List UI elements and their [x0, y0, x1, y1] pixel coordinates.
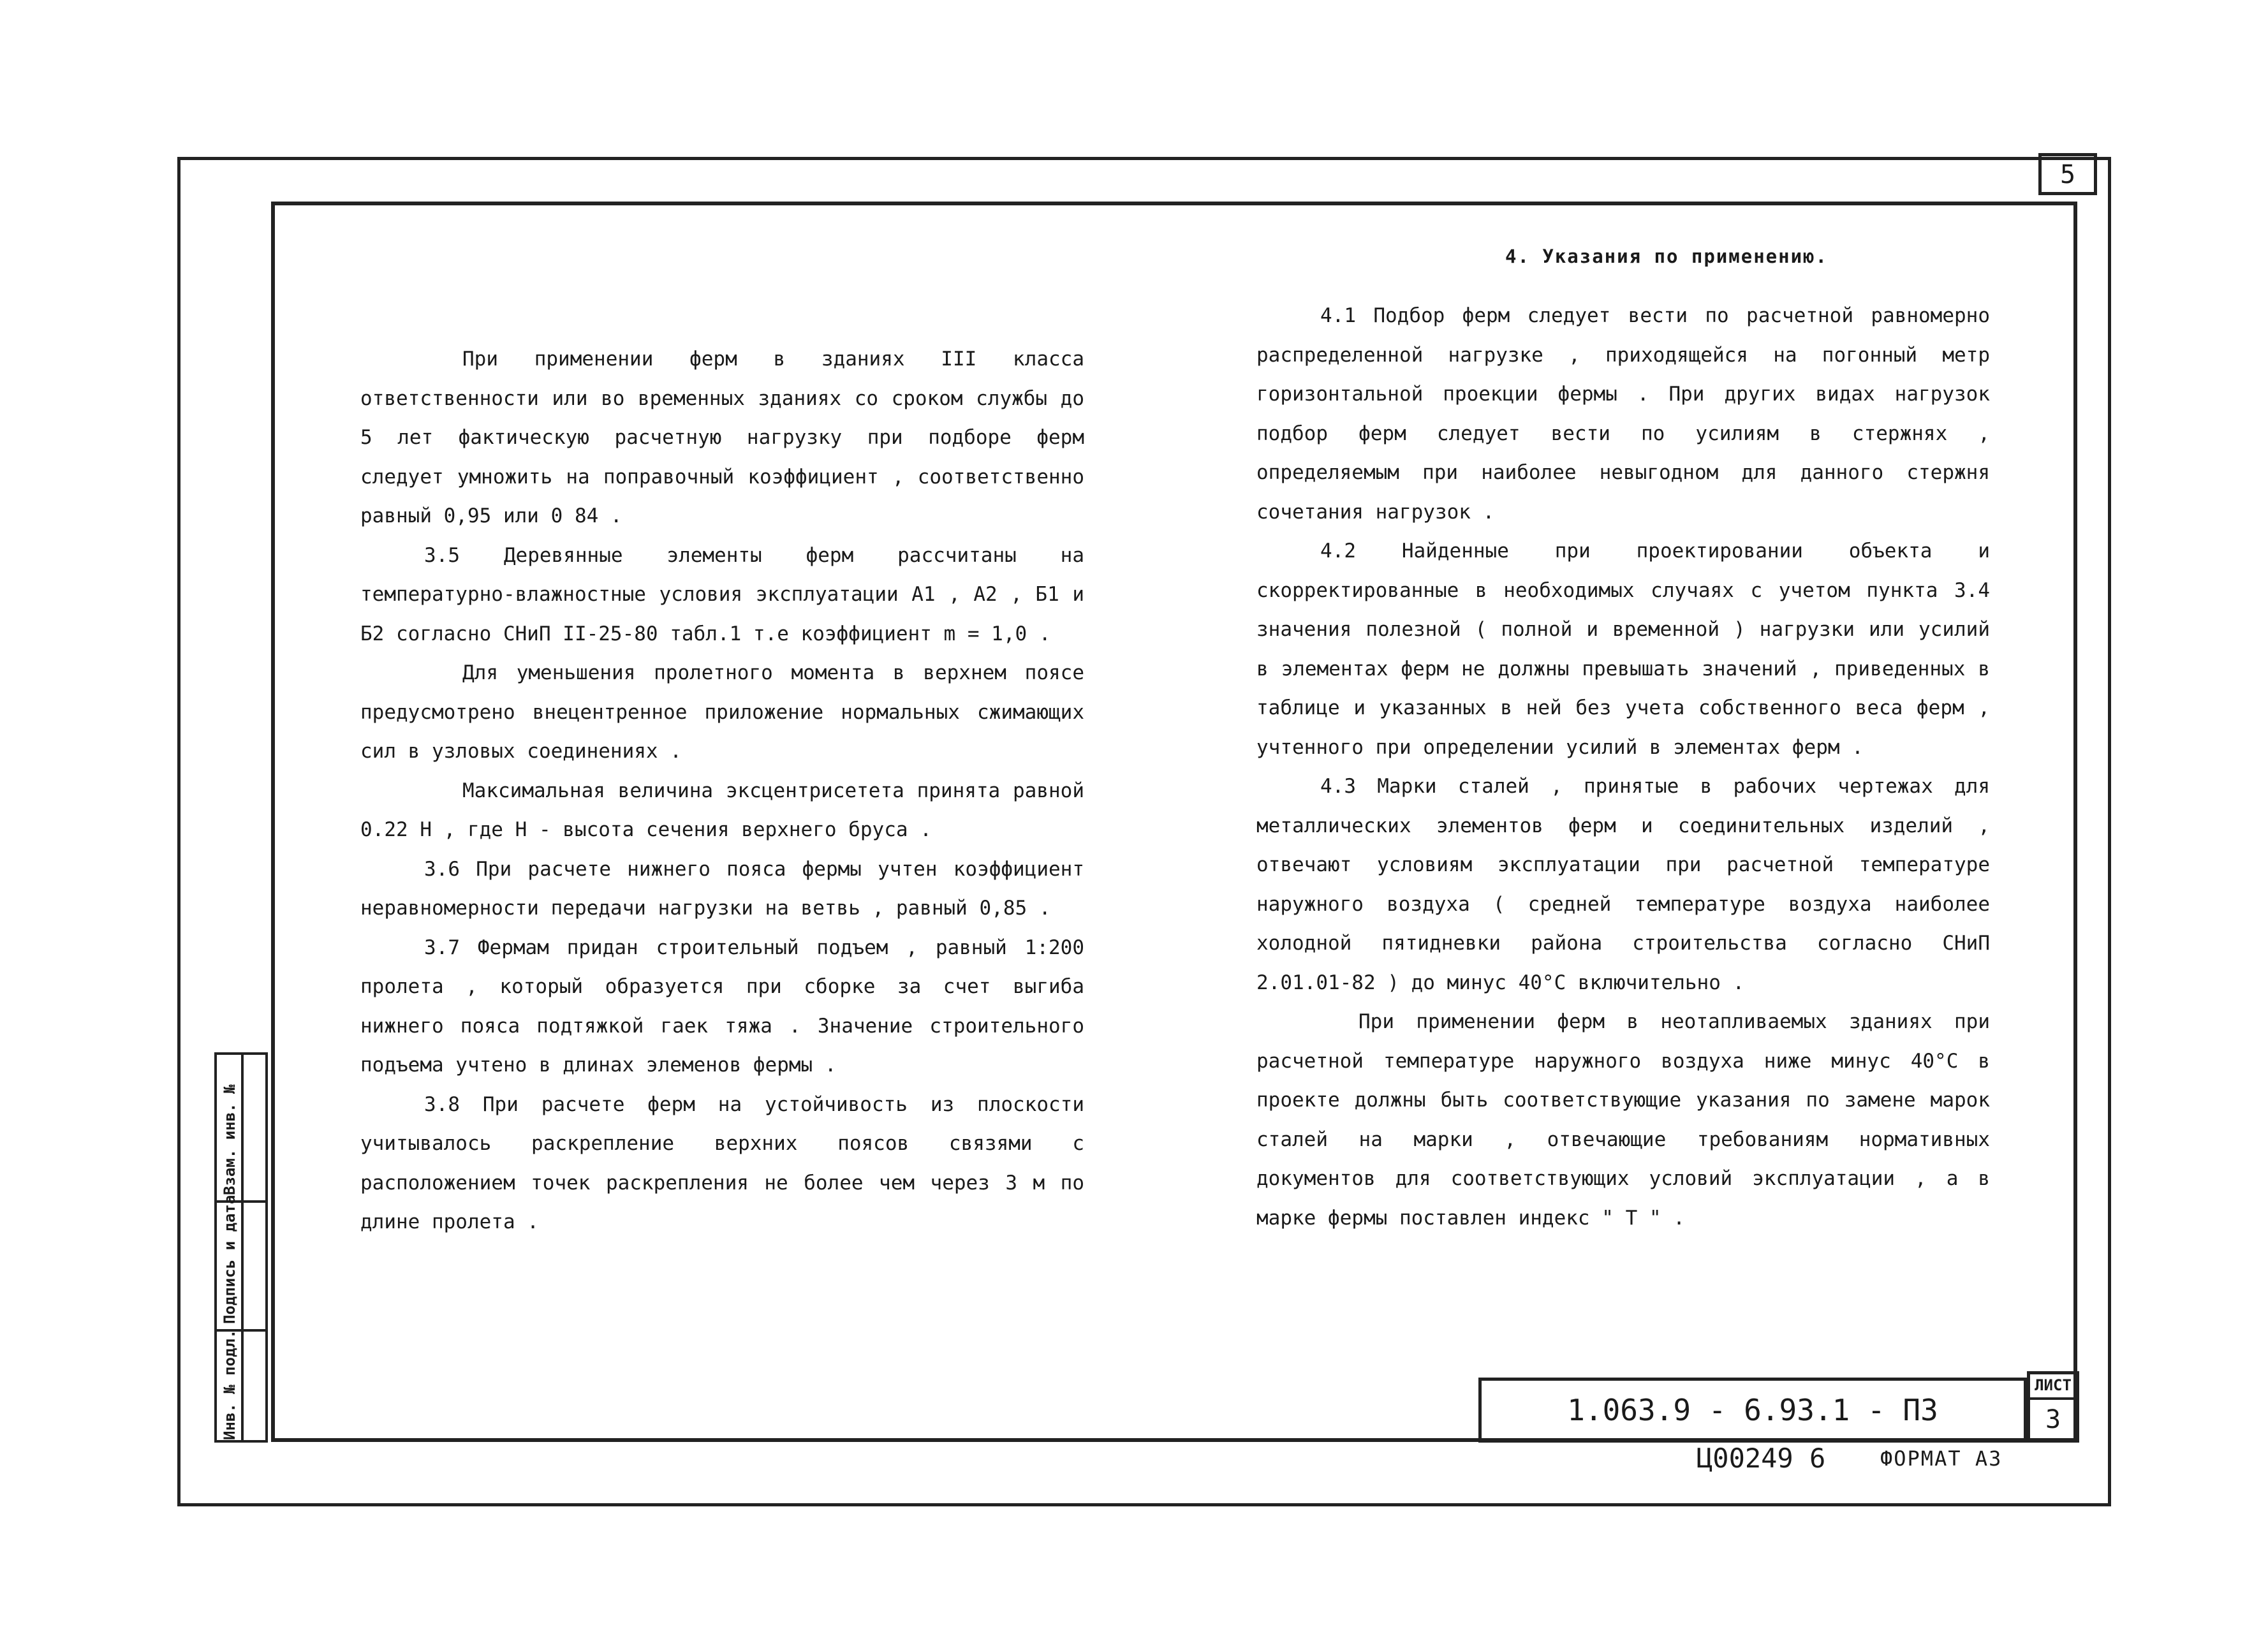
left-paragraph: 3.8 При расчете ферм на устойчивость из плоскости учитывалось раскрепление верхних поясов связями с расположением точек раскрепления не более чем через 3 м по длине пролета .: [360, 1092, 1084, 1233]
sheet-number: 3: [2045, 1405, 2061, 1434]
left-paragraph: Для уменьшения пролетного момента в верхнем поясе предусмотрено внецентренное приложение нормальных сжимающих сил в узловых соединениях .: [360, 661, 1084, 763]
inv-original-label: Инв. № подл.: [221, 1329, 239, 1440]
right-paragraph: 4.3 Марки сталей , принятые в рабочих чертежах для металлических элементов ферм и соединительных изделий , отвечают условиям эксплуатации при расчетной температуре наружного воздуха ( средней температуре воздуха наиболее холодной пятидневки района строительства согласно СНиП 2.01.01-82 ) до минус 40°С включительно .: [1256, 775, 1990, 994]
left-paragraph: Максимальная величина эксцентрисетета принята равной 0.22 Н , где Н - высота сечения верхнего бруса .: [360, 779, 1084, 841]
replace-inv-label: Взам. инв. №: [221, 1084, 239, 1195]
signature-date-label: Подпись и дата: [221, 1195, 239, 1324]
section-heading: 4. Указания по применению.: [1505, 246, 1828, 267]
left-paragraph: 3.7 Фермам придан строительный подъем , равный 1:200 пролета , который образуется при сборке за счет выгиба нижнего пояса подтяжкой гаек тяжа . Значение строительного подъема учтено в длинах элеменов фермы .: [360, 936, 1084, 1077]
right-paragraph: 4.1 Подбор ферм следует вести по расчетной равномерно распределенной нагрузке , приходящейся на погонный метр горизонтальной проекции фермы . При других видах нагрузок подбор ферм следует вести по усилиям в стержнях , определяемым при наиболее невыгодном для данного стержня сочетания нагрузок .: [1256, 304, 1990, 524]
left-paragraph: 3.5 Деревянные элементы ферм рассчитаны на температурно-влажностные условия эксплуатации А1 , А2 , Б1 и Б2 согласно СНиП II-25-80 табл.1 т.е коэффициент m = 1,0 .: [360, 543, 1084, 645]
document-designation: 1.063.9 - 6.93.1 - ПЗ: [1478, 1378, 2027, 1443]
sheet-label: ЛИСТ: [2030, 1374, 2076, 1400]
left-column: [360, 340, 1084, 1242]
inventory-number: Ц00249 6: [1697, 1443, 1826, 1474]
left-paragraph: 3.6 При расчете нижнего пояса фермы учтен коэффициент неравномерности передачи нагрузки на ветвь , равный 0,85 .: [360, 857, 1084, 920]
paper-format: ФОРМАТ А3: [1880, 1446, 2003, 1471]
side-stamp: [214, 1052, 268, 1443]
sheet-top-number: 5: [2038, 153, 2097, 195]
side-stamp-divider: [241, 1055, 244, 1440]
right-column: [1256, 297, 1990, 1238]
right-paragraph: 4.2 Найденные при проектировании объекта и скорректированные в необходимых случаях с учетом пункта 3.4 значения полезной ( полной и временной ) нагрузки или усилий в элементах ферм не должны превышать значений , приведенных в таблице и указанных в ней без учета собственного веса ферм , учтенного при определении усилий в элементах ферм .: [1256, 540, 1990, 759]
sheet-number-box: [2027, 1371, 2079, 1443]
left-paragraph: При применении ферм в зданиях III класса ответственности или во временных зданиях со сроком службы до 5 лет фактическую расчетную нагрузку при подборе ферм следует умножить на поправочный коэффициент , соответственно равный 0,95 или 0 84 .: [360, 348, 1084, 527]
right-paragraph: При применении ферм в неотапливаемых зданиях при расчетной температуре наружного воздуха ниже минус 40°С в проекте должны быть соответствующие указания по замене марок сталей на марки , отвечающие требованиям нормативных документов для соответствующих условий эксплуатации , а в марке фермы поставлен индекс " Т " .: [1256, 1010, 1990, 1230]
